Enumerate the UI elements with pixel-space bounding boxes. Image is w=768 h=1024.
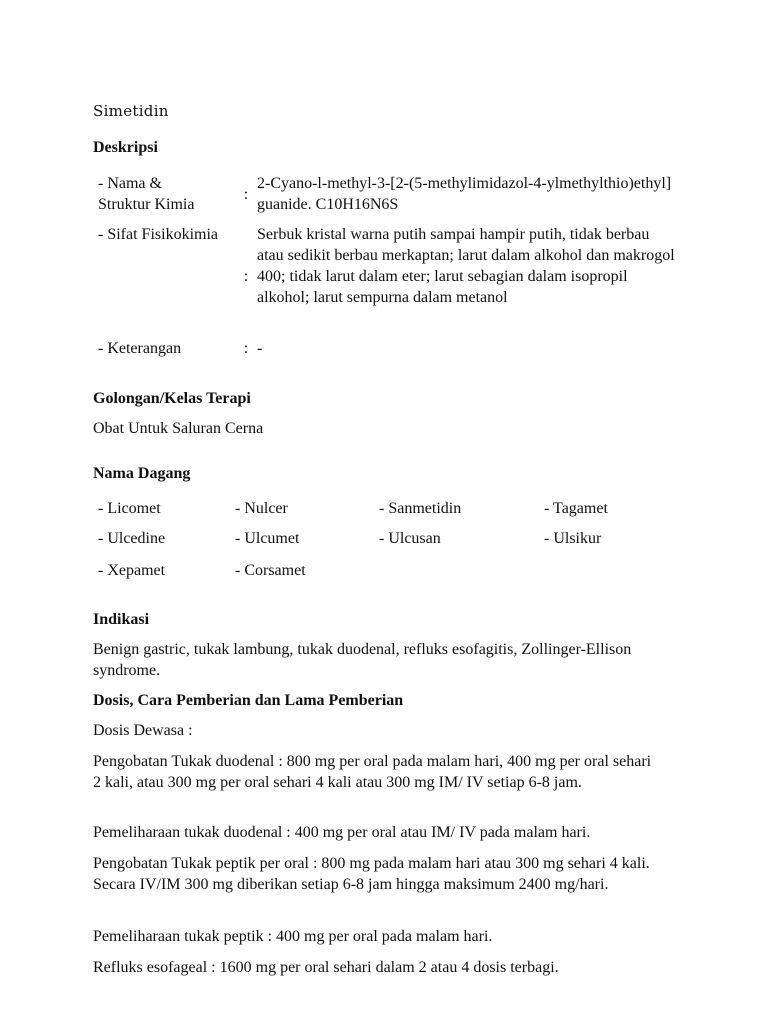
row-colon: : (243, 340, 249, 357)
brand-item: - Nulcer (235, 500, 288, 517)
brand-item: - Sanmetidin (379, 500, 462, 517)
dosis-paragraph: Dosis Dewasa : (93, 722, 193, 739)
row-label: - Nama & Struktur Kimia (98, 175, 195, 213)
page-title: Simetidin (93, 102, 169, 120)
row-value: Serbuk kristal warna putih sampai hampir putih, tidak berbau atau sedikit berbau merkaptan; larut dalam alkohol dan makrogol 400; tidak larut dalam eter; larut sebagian dalam isopropil alkohol; larut sempurna dalam metanol (257, 226, 675, 306)
brand-item: - Ulsikur (544, 530, 602, 547)
row-value: - (257, 340, 263, 357)
indikasi-text: Benign gastric, tukak lambung, tukak duodenal, refluks esofagitis, Zollinger-Ellison syndrome. (93, 641, 632, 679)
dosis-paragraph: Pemeliharaan tukak duodenal : 400 mg per oral atau IM/ IV pada malam hari. (93, 824, 591, 841)
row-colon: : (243, 268, 249, 285)
brand-item: - Licomet (98, 500, 161, 517)
nama-dagang-heading: Nama Dagang (93, 465, 191, 482)
row-value: 2-Cyano-l-methyl-3-[2-(5-methylimidazol-4-ylmethylthio)ethyl] guanide. C10H16N6S (257, 175, 672, 213)
brand-item: - Corsamet (235, 562, 306, 579)
dosis-paragraph: Pengobatan Tukak peptik per oral : 800 mg pada malam hari atau 300 mg sehari 4 kali. Secara IV/IM 300 mg diberikan setiap 6-8 jam hingga maksimum 2400 mg/hari. (93, 855, 650, 893)
dosis-heading: Dosis, Cara Pemberian dan Lama Pemberian (93, 692, 404, 709)
dosis-paragraph: Pengobatan Tukak duodenal : 800 mg per oral pada malam hari, 400 mg per oral sehari 2 kali, atau 300 mg per oral sehari 4 kali atau 300 mg IM/ IV setiap 6-8 jam. (93, 753, 652, 791)
brand-item: - Xepamet (98, 562, 166, 579)
golongan-text: Obat Untuk Saluran Cerna (93, 420, 264, 437)
brand-item: - Tagamet (544, 500, 608, 517)
indikasi-heading: Indikasi (93, 611, 150, 628)
brand-item: - Ulcedine (98, 530, 166, 547)
row-label: - Keterangan (98, 340, 182, 357)
row-label: - Sifat Fisikokimia (98, 226, 218, 243)
row-colon: : (243, 186, 249, 203)
dosis-paragraph: Pemeliharaan tukak peptik : 400 mg per oral pada malam hari. (93, 928, 493, 945)
golongan-heading: Golongan/Kelas Terapi (93, 390, 251, 407)
brand-item: - Ulcusan (379, 530, 441, 547)
deskripsi-heading: Deskripsi (93, 139, 158, 156)
dosis-paragraph: Refluks esofageal : 1600 mg per oral sehari dalam 2 atau 4 dosis terbagi. (93, 959, 559, 976)
brand-item: - Ulcumet (235, 530, 300, 547)
